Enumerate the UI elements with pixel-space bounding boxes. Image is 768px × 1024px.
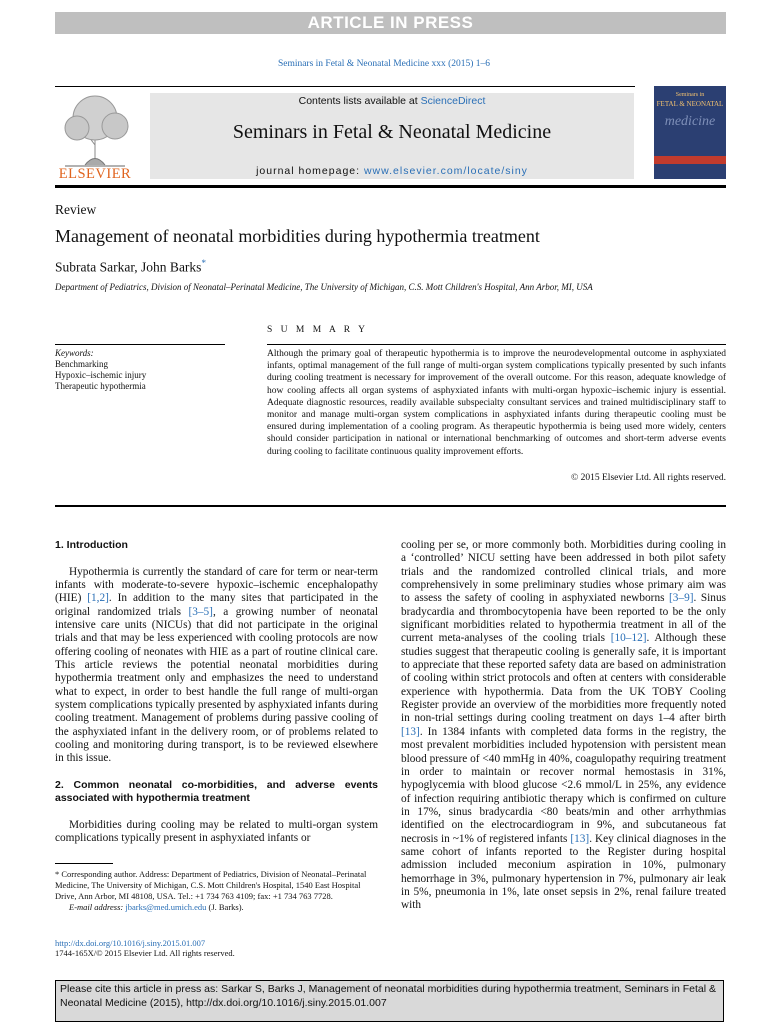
contents-prefix: Contents lists available at bbox=[298, 95, 421, 107]
corresponding-author-note: * Corresponding author. Address: Department of Pediatrics, Division of Neonatal–Perinatal Medicine, The University of Michigan, C.S. Mott Children's Hospital, 1540 East Hospital Drive, Ann Arbor, MI 48108, USA. Tel.: +1 734 763 4109; fax: +1 734 763 7728. bbox=[55, 869, 367, 901]
cover-red-bar bbox=[654, 156, 726, 164]
journal-homepage bbox=[150, 165, 634, 177]
email-label: E-mail address: bbox=[69, 902, 126, 912]
footnote-rule bbox=[55, 863, 113, 864]
email-suffix: (J. Barks). bbox=[206, 902, 244, 912]
section-heading-introduction: 1. Introduction bbox=[55, 539, 128, 551]
citation-link[interactable]: [3–5] bbox=[188, 605, 213, 618]
right-text-c: . Although these studies suggest that therapeutic cooling is generally safe, it is important to appreciate that these reported safety data are based on administration of cooling within strict protocols and often at centers with considerable experience with hypothermia. Data from the UK TOBY Cooling Register provide an overview of the morbidities more frequently noted in non-trial settings during cooling treatment on days 1–4 after birth bbox=[401, 632, 726, 725]
email-line bbox=[55, 902, 378, 913]
citation-link[interactable]: [1,2] bbox=[87, 592, 109, 605]
article-title: Management of neonatal morbidities during hypothermia treatment bbox=[55, 226, 540, 246]
left-column bbox=[55, 539, 378, 845]
masthead-bottom-rule bbox=[55, 185, 726, 188]
summary-heading: S U M M A R Y bbox=[267, 325, 368, 335]
citation-link[interactable]: [10–12] bbox=[610, 632, 647, 645]
article-in-press-banner: ARTICLE IN PRESS bbox=[55, 12, 726, 34]
citation-link[interactable]: [3–9] bbox=[669, 592, 694, 605]
cite-this-article-box: Please cite this article in press as: Sarkar S, Barks J, Management of neonatal morbidities during hypothermia treatment, Seminars in Fetal & Neonatal Medicine (2015), http://dx.doi.org/10.1016/j.siny.2015.01.007 bbox=[55, 980, 724, 1022]
homepage-prefix: journal homepage: bbox=[256, 165, 364, 177]
homepage-link[interactable]: www.elsevier.com/locate/siny bbox=[363, 165, 528, 177]
keywords-label: Keywords: bbox=[55, 348, 94, 358]
section-heading-comorbidities: 2. Common neonatal co-morbidities, and adverse events associated with hypothermia treatment bbox=[55, 778, 378, 805]
body-top-rule bbox=[55, 505, 726, 507]
author-email-link[interactable]: jbarks@med.umich.edu bbox=[125, 902, 207, 912]
right-text-a: cooling per se, or more commonly both. Morbidities during cooling in a ‘controlled’ NICU setting have been addressed in both pilot safety trials and the randomized controlled clinical trials, and more comprehensively in some preliminary studies whose primary aim was to assess the safety of cooling in asphyxiated newborns bbox=[401, 539, 726, 605]
abstract-copyright: © 2015 Elsevier Ltd. All rights reserved. bbox=[571, 473, 726, 483]
author-list bbox=[55, 258, 206, 276]
summary-rule bbox=[267, 344, 726, 345]
header-top-rule bbox=[55, 86, 635, 87]
intro-text-c: , a growing number of neonatal intensive care units (NICUs) that did not participate in the original trials and that may be less experienced with cooling protocols are now offering cooling of neonates with HIE as a part of routine clinical care. This article reviews the potential neonatal morbidities during hypothermia treatment only and emphasizes the need to understand what to expect, in order to best handle the full range of multi-organ system complications typically presented by asphyxiated infants during cooling treatment. Management of problems during passive cooling of the asphyxiated infant in the delivery room, or of problems related to cooling and monitoring during transport, is to be reviewed elsewhere in this issue. bbox=[55, 605, 378, 765]
journal-cover-thumbnail bbox=[654, 86, 726, 179]
right-column bbox=[401, 539, 726, 913]
elsevier-wordmark: ELSEVIER bbox=[58, 166, 132, 182]
right-text-e: . Key clinical diagnoses in the same cohort of infants reported to the Register during hospital admission included meconium aspiration in 10%, pulmonary hemorrhage in 3%, pulmonary hypertension in 7%, pulmonary air leak in 5%, pneumonia in 1%, late onset sepsis in 2%, renal failure treated with bbox=[401, 832, 726, 912]
keywords-rule bbox=[55, 344, 225, 345]
journal-title: Seminars in Fetal & Neonatal Medicine bbox=[232, 121, 552, 143]
right-text-b: . Sinus bradycardia and thrombocytopenia have been reported to be the only significant morbidities related to hypothermia treatment in all of the current meta-analyses of the cooling trials bbox=[401, 592, 726, 645]
intro-text-b: . In addition to the many sites that participated in the original randomized trials bbox=[55, 592, 378, 618]
sciencedirect-link[interactable]: ScienceDirect bbox=[420, 95, 486, 107]
cover-line1: Seminars in bbox=[675, 92, 705, 98]
citation-link[interactable]: [13] bbox=[401, 725, 420, 738]
issn-copyright: 1744-165X/© 2015 Elsevier Ltd. All rights reserved. bbox=[55, 948, 235, 958]
cover-line3: medicine bbox=[664, 114, 716, 129]
cover-line2: FETAL & NEONATAL bbox=[656, 100, 724, 108]
journal-citation-line[interactable]: Seminars in Fetal & Neonatal Medicine xxx (2015) 1–6 bbox=[277, 59, 491, 69]
intro-text-a: Hypothermia is currently the standard of care for term or near-term infants with moderate-to-severe hypoxic–ischemic encephalopathy (HIE) bbox=[55, 565, 378, 605]
right-text-d: . In 1384 infants with completed data forms in the registry, the most prevalent morbidities included hypotension with persistent mean blood pressure of <40 mmHg in 40%, coagulopathy requiring treatment in order to maintain or recover normal hemostasis in 31%, hypoglycemia with blood glucose <2.6 mmol/L in 25%, any evidence of infection requiring antibiotic therapy which is confirmed on culture in 17%, sinus bradycardia <80 beats/min and other arrhythmias identified on the electrocardiogram in 9%, and subcutaneous fat necrosis in ~1% of registered infants bbox=[401, 725, 726, 845]
abstract-text: Although the primary goal of therapeutic hypothermia is to improve the neurodevelopmental outcome in asphyxiated infants, optimal management of the full range of multi-organ system complications typically presented by such infants during cooling treatment is necessary for improvement of the overall outcome. For this reason, adequate knowledge of how cooling affects all organ systems of asphyxiated infants with multi-organ hypoxic–ischemic injury is essential. Adequate diagnostic resources, readily available subspecialty consultant services and trained multidisciplinary staff to monitor and manage multi-organ system complications in asphyxiated infants during therapeutic cooling must be ensured during implementation of a cooling program. As therapeutic hypothermia is being used more widely, centers should consider participation in national or international benchmarking of outcomes and short-term adverse events during cooling to facilitate continuous quality improvement efforts. bbox=[267, 349, 726, 457]
intro-paragraph bbox=[55, 566, 378, 766]
journal-masthead bbox=[150, 93, 634, 179]
article-type: Review bbox=[55, 202, 97, 217]
contents-line bbox=[150, 95, 634, 107]
corresponding-author-mark[interactable]: * bbox=[201, 258, 206, 268]
section2-paragraph: Morbidities during cooling may be related to multi-organ system complications typically present in asphyxiated infants or bbox=[55, 818, 378, 844]
footnote-block bbox=[55, 869, 378, 913]
author-affiliation: Department of Pediatrics, Division of Neonatal–Perinatal Medicine, The University of Michigan, C.S. Mott Children's Hospital, Ann Arbor, MI, USA bbox=[55, 282, 593, 292]
keyword-item: Hypoxic–ischemic injury bbox=[55, 370, 147, 380]
author-names: Subrata Sarkar, John Barks bbox=[55, 259, 202, 275]
keyword-item: Benchmarking bbox=[55, 359, 108, 369]
citation-link[interactable]: [13] bbox=[570, 832, 590, 845]
doi-link[interactable]: http://dx.doi.org/10.1016/j.siny.2015.01.007 bbox=[55, 938, 206, 948]
keyword-item: Therapeutic hypothermia bbox=[55, 381, 146, 391]
